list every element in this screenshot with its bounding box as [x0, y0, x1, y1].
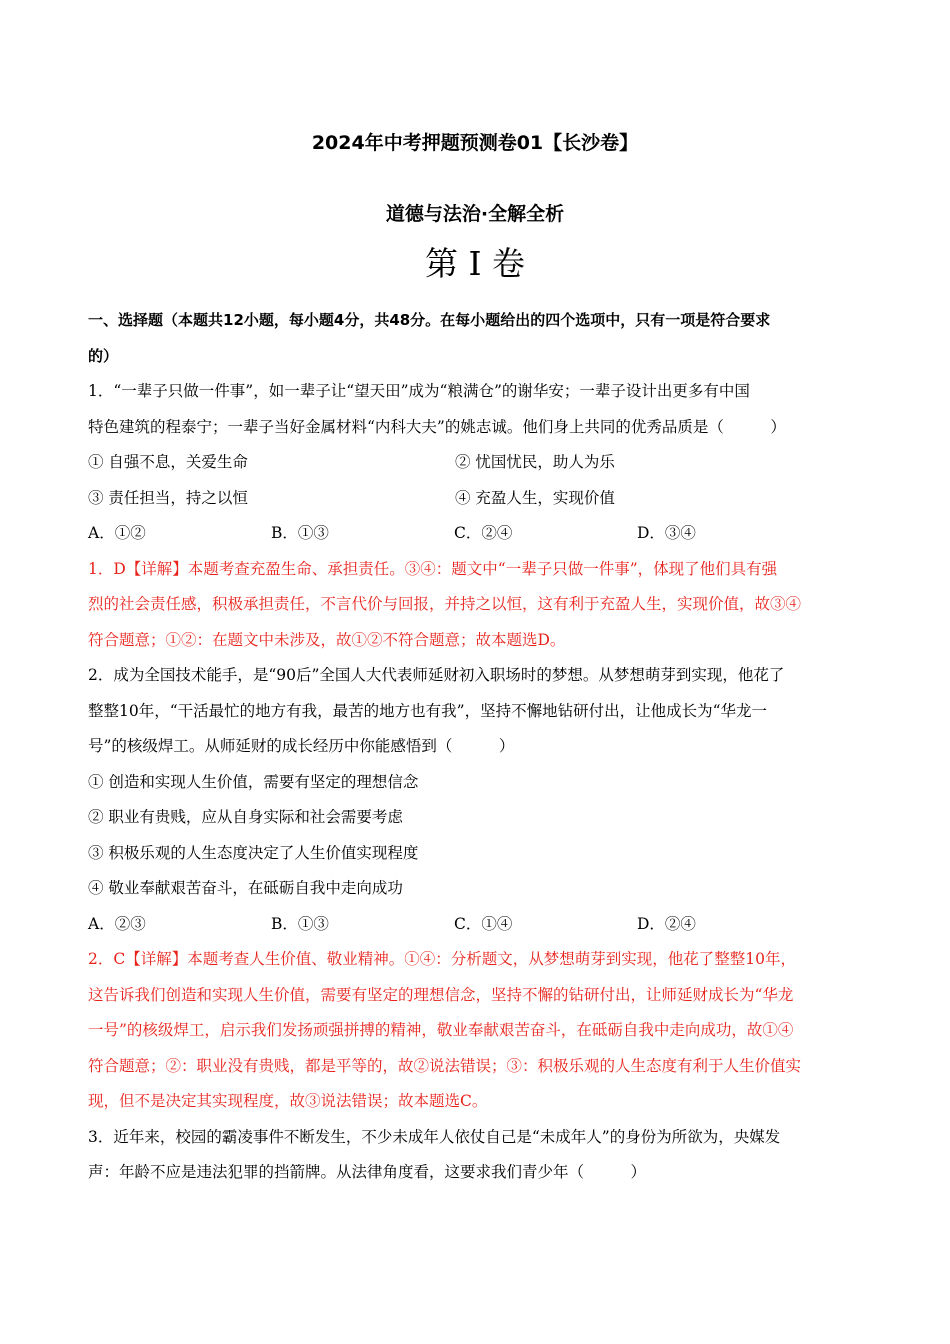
page-title: 2024年中考押题预测卷01【长沙卷】: [311, 132, 639, 154]
q2-option-c: C．①④: [454, 914, 513, 933]
q2-answer-line-2: 这告诉我们创造和实现人生价值，需要有坚定的理想信念，坚持不懈的钻研付出，让师延财成长为“华龙: [88, 985, 794, 1004]
q1-answer-line-3: 符合题意；①②：在题文中未涉及，故①②不符合题意；故本题选D。: [88, 630, 566, 649]
q2-options: [88, 907, 858, 943]
q2-answer-line-3: 一号”的核级焊工，启示我们发扬顽强拼搏的精神，敬业奉献艰苦奋斗，在砥砺自我中走向成功，故①④: [88, 1021, 794, 1039]
q1-options: [88, 516, 858, 552]
q1-statement-1: ① 自强不息，关爱生命: [88, 453, 248, 471]
q1-statements-row-2: [88, 481, 858, 517]
q2-option-a: A．②③: [88, 914, 146, 933]
q1-stem-line-2: 特色建筑的程泰宁；一辈子当好金属材料“内科大夫”的姚志诚。他们身上共同的优秀品质是（ ）: [88, 417, 786, 436]
q2-answer-line-4: 符合题意；②：职业没有贵贱，都是平等的，故②说法错误；③：积极乐观的人生态度有利于人生价值实: [88, 1056, 802, 1075]
q1-statements-row-1: [88, 445, 858, 481]
q1-option-d: D．③④: [637, 524, 696, 542]
q1-statement-4: ④ 充盈人生，实现价值: [455, 488, 615, 507]
q2-statement-4: ④ 敬业奉献艰苦奋斗，在砥砺自我中走向成功: [88, 879, 403, 897]
q2-stem-line-3: 号”的核级焊工。从师延财的成长经历中你能感悟到（ ）: [88, 737, 515, 755]
section-heading-line-2: 的）: [88, 346, 119, 365]
q2-stem-line-1: 2．成为全国技术能手，是“90后”全国人大代表师延财初入职场时的梦想。从梦想萌芽到实现，他花了: [88, 666, 785, 684]
section-heading-line-1: 一、选择题（本题共12小题，每小题4分，共48分。在每小题给出的四个选项中，只有一项是符合要求: [88, 311, 771, 329]
q2-answer-line-5: 现，但不是决定其实现程度，故③说法错误；故本题选C。: [88, 1092, 488, 1110]
q1-option-b: B．①③: [271, 524, 329, 542]
q2-statement-1: ① 创造和实现人生价值，需要有坚定的理想信念: [88, 772, 419, 791]
q3-stem-line-1: 3．近年来，校园的霸凌事件不断发生，不少未成年人依仗自己是“未成年人”的身份为所欲为，央媒发: [88, 1127, 781, 1146]
q3-stem-line-2: 声：年龄不应是违法犯罪的挡箭牌。从法律角度看，这要求我们青少年（ ）: [88, 1163, 647, 1181]
q1-option-c: C．②④: [454, 524, 513, 542]
q1-option-a: A．①②: [88, 524, 146, 542]
q2-answer-line-1: 2．C【详解】本题考查人生价值、敬业精神。①④：分析题文，从梦想萌芽到实现，他花了整整10年，: [88, 950, 796, 968]
q2-statement-2: ② 职业有贵贱，应从自身实际和社会需要考虑: [88, 808, 403, 826]
q1-answer-line-2: 烈的社会责任感，积极承担责任，不言代价与回报，并持之以恒，这有利于充盈人生，实现价值，故③④: [88, 595, 802, 613]
q2-option-d: D．②④: [637, 914, 696, 933]
q2-option-b: B．①③: [271, 914, 329, 933]
q2-statement-3: ③ 积极乐观的人生态度决定了人生价值实现程度: [88, 843, 419, 862]
q1-statement-2: ② 忧国忧民，助人为乐: [455, 453, 615, 471]
document-body: [88, 303, 858, 1191]
q1-stem-line-1: 1．“一辈子只做一件事”，如一辈子让“望天田”成为“粮满仓”的谢华安；一辈子设计出更多有中国: [88, 382, 750, 400]
q2-stem-line-2: 整整10年，“干活最忙的地方有我，最苦的地方也有我”，坚持不懈地钻研付出，让他成长为“华龙一: [88, 701, 767, 720]
q1-statement-3: ③ 责任担当，持之以恒: [88, 488, 248, 507]
page-subtitle: 道德与法治·全解全析: [385, 203, 565, 225]
volume-heading: 第 I 卷: [424, 244, 525, 283]
q1-answer-line-1: 1．D【详解】本题考查充盈生命、承担责任。③④：题文中“一辈子只做一件事”，体现了他们具有强: [88, 559, 778, 578]
